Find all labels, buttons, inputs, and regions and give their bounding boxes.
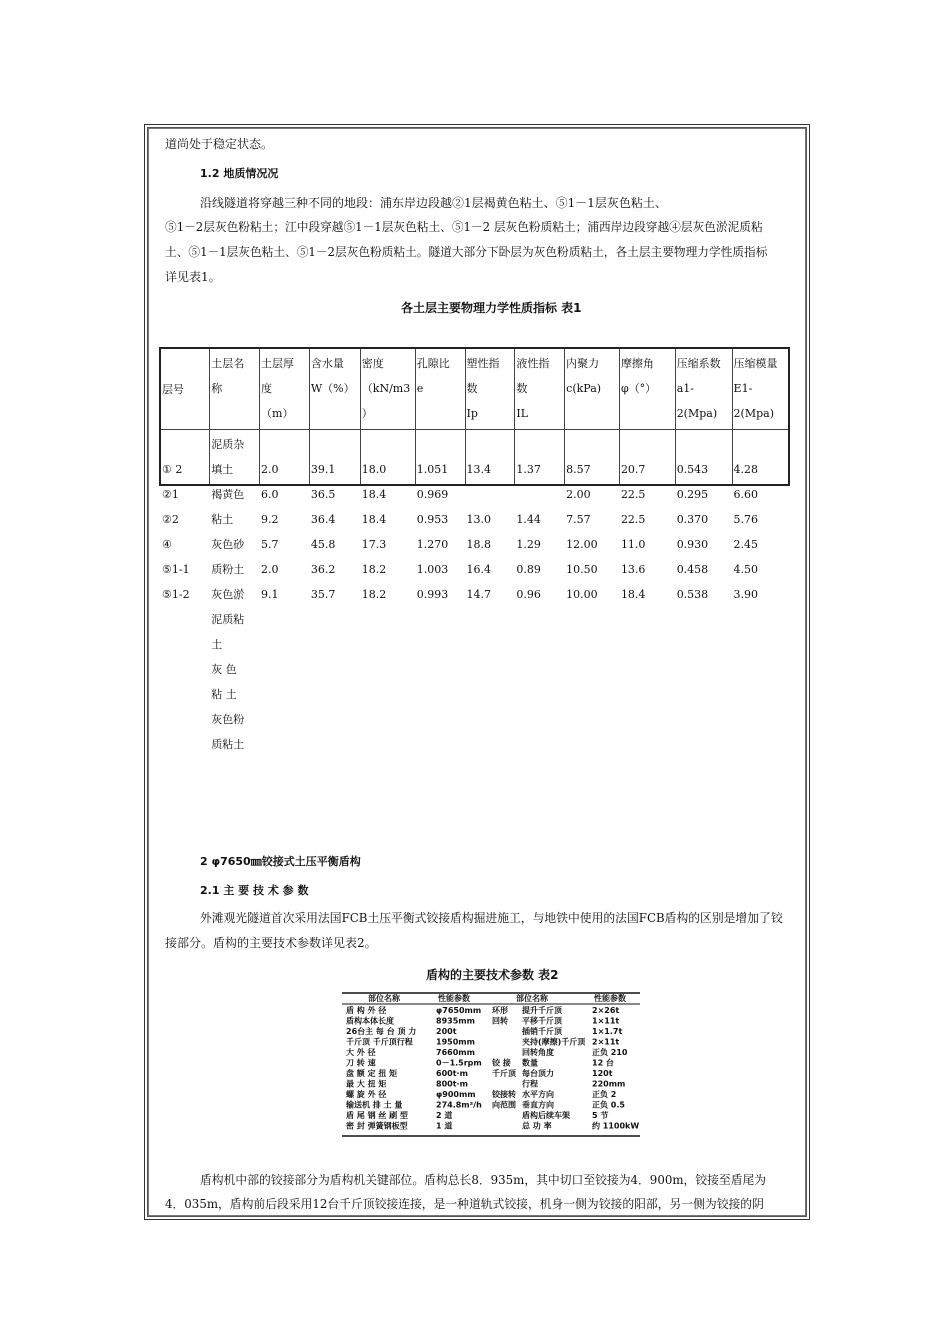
table1-cell: ②2	[162, 513, 179, 526]
table1-cell: 粘 土	[211, 688, 237, 701]
table2-text: 铰接转	[492, 1090, 516, 1099]
table2-text: 274.8m³/h	[436, 1100, 482, 1110]
table2-text: 1×11t	[592, 1016, 620, 1026]
table1-header-text: 2(Mpa)	[733, 407, 774, 420]
section-heading-2-1: 2.1 主 要 技 术 参 数	[200, 884, 309, 897]
table1-header-cell	[210, 348, 260, 430]
table2-text: 输送机 排 土 量	[346, 1100, 403, 1110]
table2-text: 盘 额 定 扭 矩	[346, 1069, 398, 1078]
table1-cell: 灰色粉	[211, 713, 245, 726]
table1-header-text: E1-	[733, 382, 753, 395]
table1-header-cell	[309, 348, 360, 430]
table2-title: 盾构的主要技术参数 表2	[426, 968, 559, 982]
table1-cell: 18.8	[466, 538, 492, 551]
table1-header-text: 压缩系数	[676, 357, 721, 370]
table1-cell: 14.7	[466, 588, 492, 601]
shield-parameters-table-image	[340, 990, 642, 1138]
table1-cell: 6.0	[261, 488, 279, 501]
table1-cell: 9.2	[261, 513, 279, 526]
table1-header-text: 度	[261, 382, 273, 395]
table1-cell: 5.76	[733, 513, 759, 526]
table1-cell: 灰色砂	[211, 538, 245, 551]
cohesion-col	[565, 430, 620, 601]
paragraph-line: 外滩观光隧道首次采用法国FCB土压平衡式铰接盾构掘进施工，与地铁中使用的法国FCB盾构的区别是增加了铰	[200, 911, 783, 925]
compress-coef-col	[675, 430, 732, 601]
table2-text: 800t·m	[436, 1079, 468, 1089]
table2-text: 螺 旋 外 径	[346, 1090, 387, 1099]
paragraph-line: 土、⑤1－1层灰色粘土、⑤1－2层灰色粉质粘土。隧道大部分下卧层为灰色粉质粘土，各土层主要物理力学性质指标	[165, 245, 768, 259]
table2-text: 盾 构 外 径	[346, 1006, 387, 1015]
table1-cell: 泥质粘	[211, 613, 245, 626]
table1-cell: 6.60	[733, 488, 759, 501]
table1-cell: 粘土	[211, 513, 234, 526]
table1-cell: 18.4	[361, 513, 387, 526]
table2-text: 200t	[436, 1027, 457, 1036]
table2-text: 提升千斤顶	[522, 1006, 562, 1015]
table1-header-text: IL	[516, 407, 529, 420]
table1-cell: 22.5	[620, 488, 646, 501]
table1-cell: 17.3	[361, 538, 387, 551]
table2-text: 2×26t	[592, 1006, 620, 1015]
table1-header-text: e	[416, 382, 424, 395]
table1-header-text: 塑性指	[466, 357, 500, 370]
table1-header-text: W（%）	[310, 382, 355, 395]
table1-cell: 18.2	[361, 588, 387, 601]
table1-cell: ②1	[162, 488, 179, 501]
water-col	[309, 430, 360, 601]
table2-text: 2 道	[436, 1111, 453, 1120]
table2-text: 部位名称	[368, 994, 400, 1003]
table1-cell: 0.295	[676, 488, 709, 501]
table1-header-text: 液性指	[516, 357, 550, 370]
table2-text: 性能参数	[594, 994, 626, 1003]
table2-text: 正负 0.5	[592, 1100, 625, 1110]
table1-cell: 2.00	[566, 488, 591, 501]
paragraph-line: 沿线隧道将穿越三种不同的地段：浦东岸边段越②1层褐黄色粘土、⑤1－1层灰色粘土、	[200, 196, 667, 210]
table2-text: 千斤顶	[492, 1069, 516, 1078]
friction-col	[619, 430, 675, 601]
table1-cell: 0.89	[516, 563, 541, 576]
table1-cell: 1.37	[516, 463, 541, 476]
table2-text: 回转角度	[522, 1048, 554, 1057]
table2-text: 行程	[522, 1079, 538, 1089]
paragraph-line: 接部分。盾构的主要技术参数详见表2。	[165, 936, 377, 950]
void-col	[415, 430, 465, 601]
table1-header-text: 数	[516, 382, 528, 395]
table1-cell: 18.2	[361, 563, 387, 576]
table1-cell: 泥质杂	[211, 438, 245, 451]
table2-text: 密 封 弹簧钢板型	[346, 1121, 408, 1131]
table1-cell: 8.57	[566, 463, 591, 476]
table2-text: 盾 尾 钢 丝 刷 型	[346, 1111, 408, 1120]
table1-cell	[467, 482, 514, 507]
table2-text: 约 1100kW	[592, 1121, 640, 1131]
table2-text: 26台主 每 台 顶 力	[346, 1027, 417, 1036]
table1-body-row	[160, 430, 789, 486]
table1-cell: 36.2	[310, 563, 336, 576]
density-col	[360, 430, 415, 601]
table1-header-row	[160, 348, 789, 430]
table1-header-text: 称	[211, 382, 223, 395]
table1-cell: 0.96	[516, 588, 541, 601]
paragraph-line: 盾构机中部的铰接部分为盾构机关键部位。盾构总长8．935m，其中切口至铰接为4．900m，铰接至盾尾为	[200, 1173, 767, 1187]
table1-cell: 0.953	[416, 513, 449, 526]
table1-cell: 22.5	[620, 513, 646, 526]
table2-text: 120t	[592, 1069, 613, 1078]
table1-header-text: 土层厚	[261, 357, 295, 370]
intro-line: 道尚处于稳定状态。	[165, 137, 274, 151]
table1-cell: 3.90	[733, 588, 759, 601]
table1-cell: 36.4	[310, 513, 336, 526]
table1-header-text: Ip	[466, 407, 478, 420]
table1-header-cell	[732, 348, 789, 430]
table1-cell: 褐黄色	[211, 488, 245, 501]
table1-cell: 4.28	[733, 463, 759, 476]
paragraph-line: 4．035m，盾构前后段采用12台千斤顶铰接连接，是一种道轨式铰接，机身一侧为铰接的阳部，另一侧为铰接的阴	[165, 1197, 764, 1211]
table2-text: 8935mm	[436, 1016, 475, 1026]
table1-cell: 灰色淤	[211, 588, 245, 601]
liquid-col	[515, 430, 565, 601]
paragraph-line: ⑤1－2层灰色粉粘土；江中段穿越⑤1－1层灰色粘土、⑤1－2 层灰色粉质粘土；浦西岸边段穿越④层灰色淤泥质粘	[165, 220, 763, 234]
table2-text: 1 道	[436, 1121, 453, 1131]
table1-cell: 18.0	[361, 463, 387, 476]
table1-header-cell	[415, 348, 465, 430]
table1-cell: 灰 色	[211, 663, 237, 676]
table1-cell: 2.45	[733, 538, 759, 551]
table1-cell: 18.4	[361, 488, 387, 501]
table1-header-cell	[675, 348, 732, 430]
table1-cell: 1.29	[516, 538, 541, 551]
table1-cell: 1.051	[416, 463, 449, 476]
table1-cell: 1.003	[416, 563, 449, 576]
table1-cell: 0.458	[676, 563, 709, 576]
table2-text: 7660mm	[436, 1048, 475, 1057]
table1-cell: 2.0	[261, 563, 279, 576]
name-col	[210, 430, 260, 751]
table1-header-text: 压缩模量	[733, 357, 778, 370]
table1-cell: 35.7	[310, 588, 336, 601]
table1-cell: 11.0	[620, 538, 646, 551]
table1-cell: 0.543	[676, 463, 709, 476]
table2-text: φ900mm	[436, 1090, 476, 1099]
table1-cell: 13.0	[466, 513, 492, 526]
table2-text: 部位名称	[516, 994, 548, 1003]
table2-text: 正负 2	[592, 1090, 617, 1099]
table2-text: 220mm	[592, 1079, 626, 1089]
table2-text: 盾构本体长度	[346, 1016, 394, 1026]
table2-text: 向范围	[492, 1100, 516, 1110]
table1-cell: ⑤1-1	[162, 563, 190, 576]
section-heading-2: 2 φ7650㎜铰接式土压平衡盾构	[200, 855, 361, 868]
table1-header-text: 数	[466, 382, 478, 395]
table1-header-text: 层号	[162, 382, 184, 396]
table1-header-cell	[619, 348, 675, 430]
table1-cell: 0.930	[676, 538, 709, 551]
table1-cell: 13.6	[620, 563, 646, 576]
table1-cell: 16.4	[466, 563, 492, 576]
table1-cell: 质粉土	[211, 563, 245, 576]
table2-text: 5 节	[592, 1111, 609, 1120]
table1-cell: 0.538	[676, 588, 709, 601]
table1-cell: 10.50	[566, 563, 598, 576]
table1-cell: ④	[162, 538, 172, 551]
table1-header-text: a1-	[676, 382, 694, 395]
table1-header-cell	[260, 348, 310, 430]
table2-text: 数量	[522, 1058, 538, 1068]
table2-text: 性能参数	[438, 994, 470, 1003]
table1-cell: 0.993	[416, 588, 449, 601]
layer-col	[160, 430, 210, 601]
table1-header-text: 密度	[361, 357, 384, 370]
table1-header-text: ）	[361, 407, 373, 420]
section-heading-1-2: 1.2 地质情况况	[200, 167, 279, 180]
table1-cell: 0.370	[676, 513, 709, 526]
table2-text: 千斤顶 千斤顶行程	[346, 1037, 413, 1047]
table2-text: 每台顶力	[522, 1069, 554, 1078]
compress-mod-col	[732, 430, 789, 601]
thickness-col	[260, 430, 310, 601]
table2-text: 环形	[492, 1006, 508, 1015]
table1-header-cell	[515, 348, 565, 430]
table2-text: 刀 转 速	[346, 1058, 376, 1068]
table2-text: 最 大 扭 矩	[346, 1079, 387, 1089]
table1-cell: ① 2	[162, 463, 183, 476]
table1-header-cell	[465, 348, 515, 430]
table2-text: 垂直方向	[522, 1100, 554, 1110]
table1-cell: 7.57	[566, 513, 591, 526]
table1-cell: 9.1	[261, 588, 279, 601]
table1-cell: 20.7	[620, 463, 646, 476]
table1-cell	[516, 482, 563, 507]
plastic-col	[465, 430, 515, 601]
table1-cell: 18.4	[620, 588, 646, 601]
table1-header-text: 孔隙比	[416, 357, 450, 370]
table1-cell: 填土	[211, 463, 234, 476]
table1-header-text: 内聚力	[566, 357, 600, 370]
table2-text: 平移千斤顶	[522, 1016, 562, 1026]
table1-header-text: （m）	[261, 407, 294, 420]
table2-text: 盾构后续车架	[522, 1111, 570, 1120]
table1-cell: 1.270	[416, 538, 449, 551]
table1-header-text: （kN/m3	[361, 382, 411, 395]
table1-cell: ⑤1-2	[162, 588, 190, 601]
table1-header-text: 土层名	[211, 357, 245, 370]
table2-text: 1950mm	[436, 1037, 475, 1047]
table2-text: 正负 210	[592, 1048, 628, 1057]
table2-text: 12 台	[592, 1058, 614, 1068]
table1-cell: 36.5	[310, 488, 336, 501]
table2-text: 0－1.5rpm	[436, 1058, 482, 1068]
table2-text: 插销千斤顶	[522, 1027, 562, 1036]
table1-cell: 13.4	[466, 463, 492, 476]
table1-cell: 1.44	[516, 513, 541, 526]
table1-header-cell	[360, 348, 415, 430]
table1-cell: 39.1	[310, 463, 336, 476]
table2-text: 1×1.7t	[592, 1027, 623, 1036]
table2-text: 大 外 径	[346, 1048, 376, 1057]
table1-header-cell	[565, 348, 620, 430]
table1-header-text: φ（°）	[620, 382, 657, 395]
table1-header-text: c(kPa)	[566, 382, 602, 395]
table1-header-text: 含水量	[310, 357, 344, 370]
table1-header-text: 摩擦角	[620, 357, 654, 370]
table1-cell: 土	[211, 638, 223, 651]
table1-cell: 2.0	[261, 463, 279, 476]
table1-cell: 10.00	[566, 588, 598, 601]
table2-text: 总 功 率	[522, 1121, 552, 1131]
table1-cell: 5.7	[261, 538, 279, 551]
table1-cell: 4.50	[733, 563, 759, 576]
table1-cell: 45.8	[310, 538, 336, 551]
paragraph-line: 详见表1。	[165, 270, 221, 284]
table1-header-text: 2(Mpa)	[676, 407, 718, 420]
table2-text: 2×11t	[592, 1037, 620, 1047]
table2-text: 水平方向	[522, 1090, 554, 1099]
table1-cell: 质粘土	[211, 738, 245, 751]
table1-title: 各土层主要物理力学性质指标 表1	[401, 301, 582, 315]
table1-cell: 12.00	[566, 538, 598, 551]
table2-text: 回转	[492, 1016, 508, 1026]
table1-cell: 0.969	[416, 488, 449, 501]
table2-text: 600t·m	[436, 1069, 468, 1078]
table1-header-cell	[160, 348, 210, 430]
table2-text: 铰 接	[492, 1058, 511, 1068]
table2-text: 夹持(摩擦)千斤顶	[522, 1037, 586, 1047]
soil-properties-table	[159, 347, 790, 751]
table2-text: φ7650mm	[436, 1006, 482, 1015]
